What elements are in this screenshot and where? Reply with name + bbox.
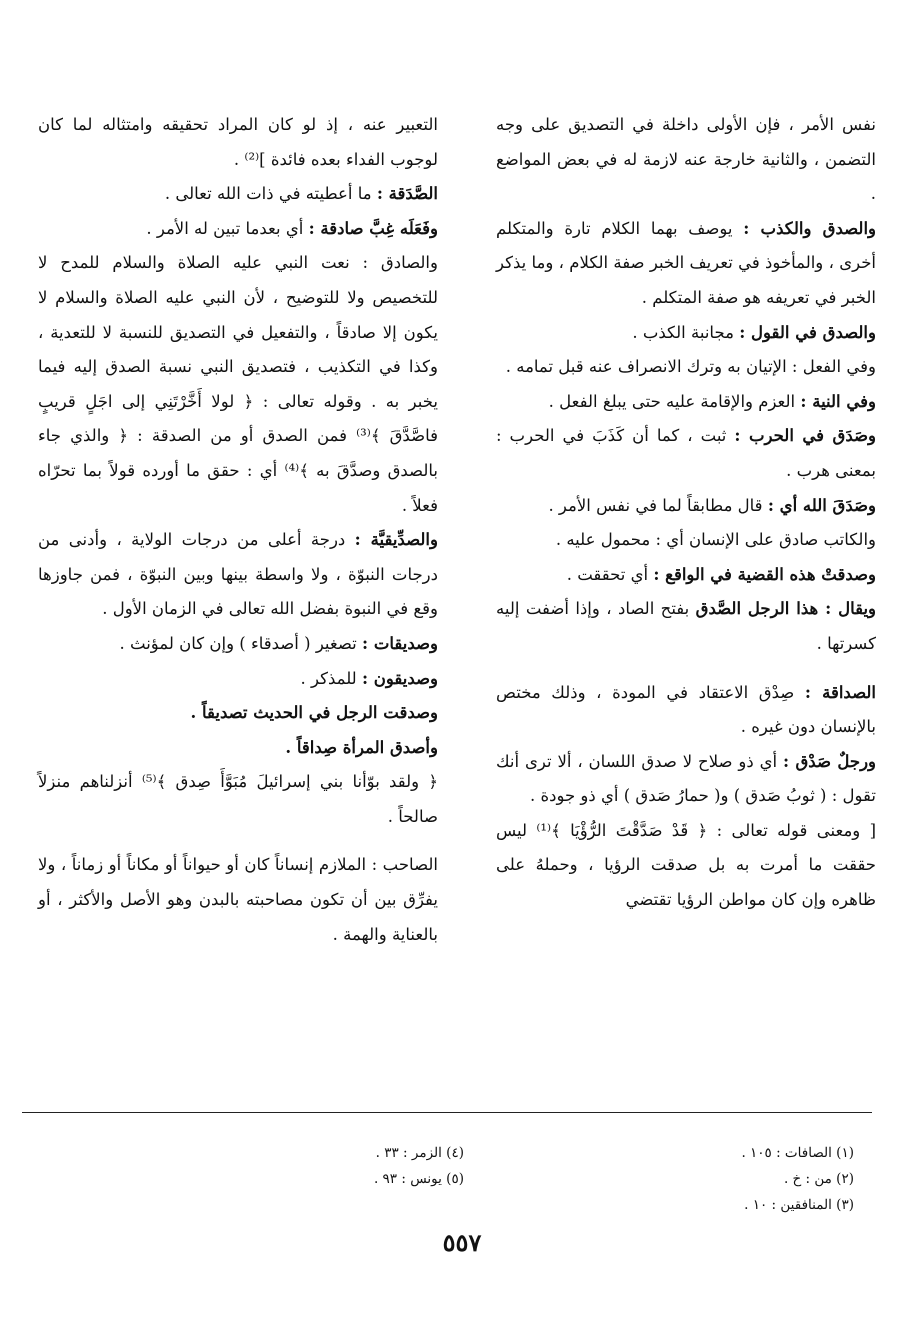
entry-text: نفس الأمر ، فإن الأولى داخلة في التصديق على وجه التضمن ، والثانية خارجة عنه لازمة له في بعض المواضع . [496,115,876,204]
entry-headword: ويقال : هذا الرجل الصَّدق [695,599,877,619]
entry-text: صِدْق الاعتقاد في المودة ، وذلك مختص بالإنسان دون غيره . [496,682,876,737]
paragraph [496,316,876,351]
footnote-4: (٤) الزمر : ٣٣ . [375,1145,464,1161]
entry-headword: الصَّدَقة : [376,184,438,204]
paragraph [496,212,876,316]
entry-text: قال مطابقاً لما في نفس الأمر . [548,495,768,515]
paragraph [38,662,438,697]
paragraph [496,592,876,661]
page-number: ٥٥٧ [442,1228,482,1257]
entry-headword: الصداقة : [804,682,876,702]
entry-headword: وصديقون : [361,668,438,688]
paragraph [38,177,438,212]
entry-headword: وصَدَق في الحرب : [734,426,876,446]
paragraph [38,848,438,952]
footnotes-right [524,1140,854,1218]
paragraph [38,696,438,731]
entry-headword: والصدِّيقيَّة : [354,530,438,550]
entry-headword: وأصدق المرأة صِداقاً . [285,737,438,757]
entry-headword: وفي النية : [800,391,876,411]
paragraph [38,523,438,627]
footnote-5: (٥) يونس : ٩٣ . [373,1171,464,1187]
entry-text: ما أعطيته في ذات الله تعالى . [164,184,377,204]
entry-headword: وصدقتْ هذه القضية في الواقع : [653,564,876,584]
entry-text: والصادق : نعت النبي عليه الصلاة والسلام للمدح لا للتخصيص ولا للتوضيح ، لأن النبي عليه الصلاة والسلام لا يكون إلا صادقاً ، والتفعيل في التصديق للنسبة لا للتعدية ، وكذا في التكذيب ، فتصديق النبي نسبة الصدق إليه فيما يخبر به . وقوله تعالى : ﴿ لولا أَخَّرْتَنِي إلى اجَلٍ قريبٍ فاصَّدَّقَ ﴾⁽³⁾ فمن الصدق أو من الصدقة : ﴿ والذي جاء بالصدق وصدَّقَ به ﴾⁽⁴⁾ أي : حقق ما أورده قولاً بما تحرّاه فعلاً . [38,253,438,515]
entry-text: ﴿ ولقد بوّأنا بني إسرائيلَ مُبَوَّأَ صِدق ﴾⁽⁵⁾ أنزلناهم منزلاً صالحاً . [38,772,438,826]
paragraph [38,627,438,662]
entry-headword: وفَعَلَه غِبَّ صادقة : [308,218,438,238]
entry-headword: والصدق والكذب : [743,218,876,238]
entry-headword: وصدقت الرجل في الحديث تصديقاً . [190,703,438,723]
entry-text: أي ذو صلاح لا صدق اللسان ، ألا ترى أنك تقول : ( ثوبُ صَدق ) و( حمارُ صَدق ) أي ذو جودة . [496,751,876,806]
footnotes-left [164,1140,464,1192]
entry-text: والكاتب صادق على الإنسان أي : محمول عليه . [555,530,876,550]
paragraph [38,731,438,766]
entry-text: يوصف بهما الكلام تارة والمتكلم أخرى ، والمأخوذ في تعريف الخبر صفة الكلام ، وما يذكر الخبر في تعريفه هو صفة المتكلم . [496,218,876,307]
entry-text: تصغير ( أصدقاء ) وإن كان لمؤنث . [119,633,363,653]
entry-text: مجانبة الكذب . [632,322,740,342]
footnote-3: (٣) المنافقين : ١٠ . [744,1197,854,1213]
entry-headword: وصديقات : [362,633,438,653]
footnote-divider [22,1112,872,1113]
entry-text: ثبت ، كما أن كَذَبَ في الحرب : بمعنى هرب . [496,426,876,480]
entry-text: الصاحب : الملازم إنساناً كان أو حيواناً أو مكاناً أو زماناً ، ولا يفرِّق بين أن تكون مصاحبته بالبدن وهو الأصل والأكثر ، أو بالعناية والهمة . [38,855,438,944]
entry-text: العزم والإقامة عليه حتى يبلغ الفعل . [548,391,801,411]
entry-text: بفتح الصاد ، وإذا أضفت إليه كسرتها . [496,599,876,653]
entry-text: درجة أعلى من درجات الولاية ، وأدنى من درجات النبوّة ، ولا واسطة بينها وبين النبوّة ، فمن جاوزها وقع في النبوة بفضل الله تعالى في الزمان الأول . [38,530,438,619]
paragraph [38,765,438,834]
entry-text: للمذكر . [300,668,362,688]
paragraph [496,676,876,745]
paragraph [496,385,876,420]
paragraph [496,108,876,212]
entry-headword: وصَدَقَ الله أي : [767,495,876,515]
right-column [496,108,876,918]
paragraph [38,246,438,523]
entry-text: [ ومعنى قوله تعالى : ﴿ قَدْ صَدَّقْتَ الرُّؤْيَا ﴾⁽¹⁾ ليس حققت ما أمرت به بل صدقت الرؤيا ، وحملهُ على ظاهره وإن كان مواطن الرؤيا تقتضي [496,820,877,910]
paragraph [38,108,438,177]
paragraph [38,212,438,247]
entry-text: التعبير عنه ، إذ لو كان المراد تحقيقه وامتثاله لما كان لوجوب الفداء بعده فائدة ]⁽²⁾ . [38,115,438,169]
entry-headword: ورجلٌ صَدْق : [783,751,876,771]
paragraph [496,558,876,593]
left-column [38,108,438,952]
paragraph [496,523,876,558]
paragraph [496,814,876,918]
entry-text: أي بعدما تبين له الأمر . [146,218,309,238]
paragraph [496,350,876,385]
paragraph [496,745,876,814]
entry-text: وفي الفعل : الإتيان به وترك الانصراف عنه قبل تمامه . [505,357,876,377]
footnote-2: (٢) من : خ . [783,1171,854,1187]
entry-text: أي تحققت . [566,564,654,584]
entry-headword: والصدق في القول : [739,322,876,342]
paragraph [496,419,876,488]
paragraph [496,489,876,524]
footnote-1: (١) الصافات : ١٠٥ . [741,1145,854,1161]
